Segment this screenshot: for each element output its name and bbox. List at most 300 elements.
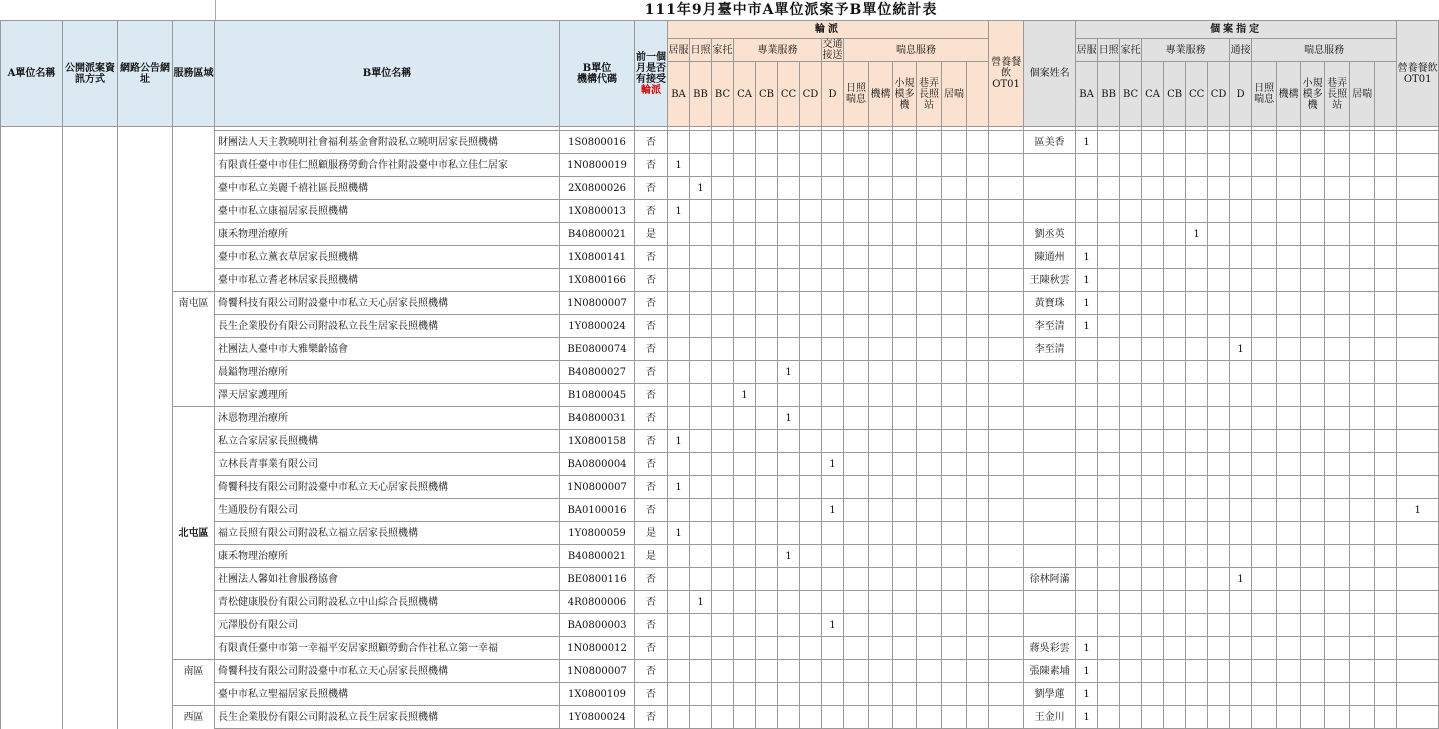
cell-rot-r3 — [917, 476, 942, 499]
cell-accept: 否 — [635, 499, 668, 522]
cell-case-ca — [1142, 660, 1164, 683]
cell-rot-cd — [800, 292, 822, 315]
cell-rot-ca — [734, 660, 756, 683]
cell-rot-ba — [668, 407, 690, 430]
table-row[interactable] — [1, 131, 1439, 154]
cell-rot-r3 — [917, 361, 942, 384]
cell-case-r4 — [1350, 660, 1375, 683]
cell-case-d — [1230, 384, 1252, 407]
table-row[interactable] — [1, 568, 1439, 591]
cell-rot-d — [822, 522, 844, 545]
cell-case-ba — [1076, 223, 1098, 246]
cell-rot-ca — [734, 453, 756, 476]
cell-rot-d — [822, 223, 844, 246]
cell-rot-bc — [712, 361, 734, 384]
cell-rot-bc — [712, 246, 734, 269]
cell-rot-r4 — [942, 614, 967, 637]
cell-b-unit-name: 康禾物理治療所 — [215, 223, 560, 246]
cell-rot-cc — [778, 660, 800, 683]
cell-case-bb — [1098, 200, 1120, 223]
cell-case-ca — [1142, 177, 1164, 200]
cell-rot-cd — [800, 637, 822, 660]
cell-rot-r2 — [893, 292, 917, 315]
cell-case-ba — [1076, 361, 1098, 384]
cell-nutrition — [989, 200, 1024, 223]
cell-case-ba: 1 — [1076, 315, 1098, 338]
cell-case-r1 — [1277, 177, 1301, 200]
cell-case-r1 — [1277, 522, 1301, 545]
cell-rot-ca — [734, 522, 756, 545]
cell-rot-r0 — [844, 384, 869, 407]
cell-rot-d — [822, 545, 844, 568]
cell-case-r4 — [1350, 292, 1375, 315]
cell-rot-ca — [734, 338, 756, 361]
cell-rot-bc — [712, 177, 734, 200]
cell-rot-r3 — [917, 292, 942, 315]
cell-a-unit — [1, 522, 63, 545]
cell-rot-r5 — [967, 200, 989, 223]
table-row[interactable] — [1, 269, 1439, 292]
cell-case-r4 — [1350, 223, 1375, 246]
cell-web-notice — [118, 545, 173, 568]
cell-rot-bb — [690, 568, 712, 591]
cell-area — [173, 200, 215, 223]
table-row[interactable] — [1, 407, 1439, 430]
cell-rot-bc — [712, 522, 734, 545]
cell-case-bb — [1098, 706, 1120, 729]
cell-case-name: 李至清 — [1024, 338, 1076, 361]
cell-case-name — [1024, 522, 1076, 545]
cell-case-ca — [1142, 223, 1164, 246]
cell-rot-cc — [778, 706, 800, 729]
table-row[interactable] — [1, 522, 1439, 545]
cell-rot-r2 — [893, 407, 917, 430]
cell-case-cb — [1164, 591, 1186, 614]
cell-rot-r4 — [942, 177, 967, 200]
cell-rot-ca: 1 — [734, 384, 756, 407]
cell-rot-r5 — [967, 476, 989, 499]
cell-case-cc — [1186, 637, 1208, 660]
cell-case-cd — [1208, 177, 1230, 200]
header-accept — [635, 21, 668, 127]
cell-b-unit-name: 財團法人天主教曉明社會福利基金會附設私立曉明居家長照機構 — [215, 131, 560, 154]
cell-case-ca — [1142, 430, 1164, 453]
cell-a-unit — [1, 154, 63, 177]
rot-col-respite-4: 居喘 — [942, 62, 967, 127]
cell-rot-cc — [778, 315, 800, 338]
cell-b-unit-name: 福立長照有限公司附設私立福立居家長照機構 — [215, 522, 560, 545]
cell-rot-r2 — [893, 361, 917, 384]
cell-case-ca — [1142, 683, 1164, 706]
cell-public-method — [63, 499, 118, 522]
table-row[interactable] — [1, 476, 1439, 499]
cell-case-ba — [1076, 591, 1098, 614]
case-col-d: D — [1230, 62, 1252, 127]
cell-case-name — [1024, 384, 1076, 407]
cell-area — [173, 499, 215, 522]
cell-case-ba — [1076, 338, 1098, 361]
cell-rot-cc — [778, 246, 800, 269]
cell-rot-r5 — [967, 315, 989, 338]
cell-rot-ca — [734, 177, 756, 200]
cell-rot-bc — [712, 637, 734, 660]
cell-case-r5 — [1375, 706, 1397, 729]
cell-rot-ba — [668, 269, 690, 292]
cell-rot-cd — [800, 223, 822, 246]
table-row[interactable] — [1, 177, 1439, 200]
cell-case-cc — [1186, 683, 1208, 706]
cell-rot-bb — [690, 384, 712, 407]
cell-web-notice — [118, 246, 173, 269]
cell-rot-r0 — [844, 154, 869, 177]
cell-case-ba — [1076, 453, 1098, 476]
cell-case-cc — [1186, 131, 1208, 154]
cell-rot-cd — [800, 591, 822, 614]
cell-rot-r3 — [917, 177, 942, 200]
cell-a-unit — [1, 660, 63, 683]
cell-case-ba — [1076, 384, 1098, 407]
cell-case-cb — [1164, 315, 1186, 338]
header-nutrition-text: 營養餐飲OT01 — [991, 57, 1022, 90]
table-row[interactable] — [1, 338, 1439, 361]
cell-b-unit-code: BE0800074 — [560, 338, 635, 361]
cell-case-bb — [1098, 246, 1120, 269]
cell-rot-cb — [756, 545, 778, 568]
cell-case-r0 — [1252, 522, 1277, 545]
rot-col-cb: CB — [756, 62, 778, 127]
cell-case-r2 — [1301, 476, 1325, 499]
cell-case-ba: 1 — [1076, 660, 1098, 683]
cell-web-notice — [118, 614, 173, 637]
table-row[interactable] — [1, 384, 1439, 407]
cell-rot-cd — [800, 545, 822, 568]
cell-rot-r0 — [844, 591, 869, 614]
cell-case-name — [1024, 154, 1076, 177]
table-row[interactable] — [1, 154, 1439, 177]
cell-rot-r3 — [917, 545, 942, 568]
cell-rot-bc — [712, 706, 734, 729]
header-accept-rotation: 輪派 — [641, 84, 661, 96]
cell-public-method — [63, 683, 118, 706]
cell-case-bc — [1120, 131, 1142, 154]
cell-rot-r1 — [869, 453, 893, 476]
table-row[interactable] — [1, 499, 1439, 522]
cell-case-r3 — [1325, 361, 1350, 384]
cell-b-unit-code: 1X0800158 — [560, 430, 635, 453]
cell-case-bb — [1098, 522, 1120, 545]
cell-case-cd — [1208, 499, 1230, 522]
cell-case-bc — [1120, 315, 1142, 338]
cell-rot-r5 — [967, 223, 989, 246]
table-row[interactable] — [1, 591, 1439, 614]
cell-web-notice — [118, 706, 173, 729]
cell-case-r5 — [1375, 361, 1397, 384]
cell-case-cb — [1164, 637, 1186, 660]
cell-rot-cc: 1 — [778, 361, 800, 384]
cell-rot-r1 — [869, 384, 893, 407]
table-row[interactable] — [1, 315, 1439, 338]
cell-case-r2 — [1301, 614, 1325, 637]
table-row[interactable] — [1, 246, 1439, 269]
cell-case-r2 — [1301, 706, 1325, 729]
cell-nutrition-case — [1397, 637, 1439, 660]
cell-rot-d — [822, 568, 844, 591]
cell-case-d — [1230, 361, 1252, 384]
cell-area — [173, 223, 215, 246]
cell-a-unit — [1, 131, 63, 154]
cell-public-method — [63, 637, 118, 660]
table-row[interactable] — [1, 545, 1439, 568]
cell-rot-bc — [712, 591, 734, 614]
cell-rot-bb — [690, 430, 712, 453]
cell-rot-d — [822, 384, 844, 407]
cell-rot-bc — [712, 292, 734, 315]
cell-rot-r1 — [869, 568, 893, 591]
cell-rot-r5 — [967, 154, 989, 177]
cell-case-r2 — [1301, 154, 1325, 177]
cell-rot-cc — [778, 637, 800, 660]
cell-rot-r3 — [917, 269, 942, 292]
cell-case-d — [1230, 706, 1252, 729]
cell-accept: 否 — [635, 476, 668, 499]
cell-nutrition-case — [1397, 154, 1439, 177]
cell-rot-ba — [668, 131, 690, 154]
cell-nutrition-case — [1397, 407, 1439, 430]
cell-case-r5 — [1375, 338, 1397, 361]
cell-case-bc — [1120, 614, 1142, 637]
cell-case-bb — [1098, 223, 1120, 246]
cell-case-name: 陳通州 — [1024, 246, 1076, 269]
cell-nutrition — [989, 637, 1024, 660]
table-row[interactable] — [1, 706, 1439, 729]
cell-case-cc — [1186, 660, 1208, 683]
cell-rot-cd — [800, 384, 822, 407]
case-col-respite-extra — [1375, 62, 1397, 127]
cell-case-cd — [1208, 131, 1230, 154]
cell-rot-r0 — [844, 200, 869, 223]
cell-b-unit-code: 1N0800019 — [560, 154, 635, 177]
cell-rot-bb — [690, 545, 712, 568]
cell-rot-cc — [778, 338, 800, 361]
cell-b-unit-code: BE0800116 — [560, 568, 635, 591]
cell-case-r2 — [1301, 361, 1325, 384]
cell-rot-r2 — [893, 154, 917, 177]
cell-rot-ca — [734, 499, 756, 522]
cell-a-unit — [1, 614, 63, 637]
header-service-area: 服務區域 — [173, 21, 215, 127]
cell-accept: 否 — [635, 338, 668, 361]
cell-case-ba — [1076, 499, 1098, 522]
cell-case-r4 — [1350, 361, 1375, 384]
cell-a-unit — [1, 545, 63, 568]
cell-rot-ca — [734, 361, 756, 384]
cell-case-bc — [1120, 177, 1142, 200]
table-row[interactable] — [1, 361, 1439, 384]
cell-rot-r4 — [942, 545, 967, 568]
table-row[interactable] — [1, 683, 1439, 706]
cell-case-cd — [1208, 660, 1230, 683]
cell-web-notice — [118, 637, 173, 660]
cell-case-bc — [1120, 522, 1142, 545]
cell-case-r2 — [1301, 315, 1325, 338]
cell-rot-ca — [734, 614, 756, 637]
cell-web-notice — [118, 154, 173, 177]
cell-case-bc — [1120, 683, 1142, 706]
cell-case-cd — [1208, 522, 1230, 545]
cell-rot-r2 — [893, 637, 917, 660]
cell-case-cd — [1208, 246, 1230, 269]
cell-nutrition-case — [1397, 131, 1439, 154]
cell-b-unit-name: 社團法人馨如社會服務協會 — [215, 568, 560, 591]
table-row[interactable] — [1, 453, 1439, 476]
cell-case-ba — [1076, 545, 1098, 568]
table-row[interactable] — [1, 637, 1439, 660]
cell-rot-r4 — [942, 269, 967, 292]
cell-case-bb — [1098, 545, 1120, 568]
cell-case-cd — [1208, 269, 1230, 292]
cell-web-notice — [118, 407, 173, 430]
table-row[interactable] — [1, 223, 1439, 246]
statistics-table — [0, 20, 1439, 729]
cell-nutrition-case: 1 — [1397, 499, 1439, 522]
table-row[interactable] — [1, 660, 1439, 683]
cell-rot-d — [822, 476, 844, 499]
cell-case-r4 — [1350, 453, 1375, 476]
cell-rot-r0 — [844, 545, 869, 568]
cell-rot-r2 — [893, 200, 917, 223]
cell-case-r5 — [1375, 637, 1397, 660]
cell-rot-d — [822, 177, 844, 200]
cell-case-cd — [1208, 200, 1230, 223]
case-col-respite-4: 居喘 — [1350, 62, 1375, 127]
cell-b-unit-name: 有限責任臺中市佳仁照顧服務勞動合作社附設臺中市私立佳仁居家 — [215, 154, 560, 177]
cell-rot-cd — [800, 131, 822, 154]
cell-rot-r2 — [893, 683, 917, 706]
cell-nutrition-case — [1397, 177, 1439, 200]
cell-case-r4 — [1350, 430, 1375, 453]
cell-rot-ba: 1 — [668, 476, 690, 499]
cell-case-r4 — [1350, 177, 1375, 200]
cell-case-ca — [1142, 200, 1164, 223]
cell-case-r3 — [1325, 637, 1350, 660]
cell-rot-r1 — [869, 154, 893, 177]
cell-case-bb — [1098, 683, 1120, 706]
cell-public-method — [63, 522, 118, 545]
cell-rot-r3 — [917, 453, 942, 476]
cell-rot-d — [822, 407, 844, 430]
cell-rot-d: 1 — [822, 614, 844, 637]
cell-case-cb — [1164, 269, 1186, 292]
table-row[interactable] — [1, 200, 1439, 223]
cell-case-r5 — [1375, 453, 1397, 476]
cell-rot-cd — [800, 407, 822, 430]
cell-rot-cd — [800, 246, 822, 269]
cell-case-r5 — [1375, 476, 1397, 499]
cell-case-cb — [1164, 292, 1186, 315]
cell-rot-bc — [712, 407, 734, 430]
cell-web-notice — [118, 269, 173, 292]
cell-b-unit-code: B10800045 — [560, 384, 635, 407]
cell-accept: 否 — [635, 637, 668, 660]
cell-b-unit-code: 1X0800166 — [560, 269, 635, 292]
cell-case-r4 — [1350, 407, 1375, 430]
case-col-respite-2: 小規模多機 — [1301, 62, 1325, 127]
rot-col-respite-3: 巷弄長照站 — [917, 62, 942, 127]
cell-rot-r1 — [869, 660, 893, 683]
cell-case-r3 — [1325, 706, 1350, 729]
cell-public-method — [63, 453, 118, 476]
cell-case-cc — [1186, 476, 1208, 499]
cell-case-r3 — [1325, 384, 1350, 407]
cell-case-r0 — [1252, 453, 1277, 476]
case-col-respite-0: 日照喘息 — [1252, 62, 1277, 127]
cell-rot-cc — [778, 223, 800, 246]
cell-b-unit-name: 社團法人臺中市大雅樂齡協會 — [215, 338, 560, 361]
cell-rot-bc — [712, 614, 734, 637]
cell-case-r0 — [1252, 591, 1277, 614]
cell-rot-ba — [668, 177, 690, 200]
cell-rot-cd — [800, 154, 822, 177]
cell-b-unit-name: 臺中市私立聖福居家長照機構 — [215, 683, 560, 706]
cell-nutrition — [989, 131, 1024, 154]
cell-rot-cd — [800, 568, 822, 591]
cell-case-ca — [1142, 568, 1164, 591]
cell-case-name — [1024, 453, 1076, 476]
cell-case-r3 — [1325, 453, 1350, 476]
cell-accept: 否 — [635, 568, 668, 591]
cell-case-r2 — [1301, 430, 1325, 453]
cell-rot-bb — [690, 315, 712, 338]
cell-rot-r3 — [917, 660, 942, 683]
cell-nutrition — [989, 269, 1024, 292]
cell-rot-ca — [734, 683, 756, 706]
cell-rot-r3 — [917, 246, 942, 269]
cell-accept: 否 — [635, 407, 668, 430]
cell-rot-r1 — [869, 499, 893, 522]
cell-case-name: 劉學蓮 — [1024, 683, 1076, 706]
cell-case-cc — [1186, 430, 1208, 453]
rot-col-respite-2: 小規模多機 — [893, 62, 917, 127]
cell-rot-cc — [778, 499, 800, 522]
cell-case-cc — [1186, 522, 1208, 545]
cell-case-bb — [1098, 614, 1120, 637]
table-row[interactable] — [1, 292, 1439, 315]
cell-rot-ca — [734, 637, 756, 660]
cell-nutrition-case — [1397, 223, 1439, 246]
cell-case-cc — [1186, 292, 1208, 315]
cell-case-r5 — [1375, 568, 1397, 591]
cell-case-d — [1230, 223, 1252, 246]
cell-nutrition-case — [1397, 614, 1439, 637]
cell-case-name — [1024, 407, 1076, 430]
cell-rot-r0 — [844, 407, 869, 430]
cell-case-cc — [1186, 154, 1208, 177]
cell-rot-cb — [756, 361, 778, 384]
table-row[interactable] — [1, 614, 1439, 637]
cell-b-unit-code: 1X0800141 — [560, 246, 635, 269]
header-family-care-case: 家托 — [1120, 39, 1142, 62]
cell-case-bb — [1098, 637, 1120, 660]
cell-rot-r0 — [844, 131, 869, 154]
table-row[interactable] — [1, 430, 1439, 453]
cell-case-bb — [1098, 177, 1120, 200]
cell-public-method — [63, 246, 118, 269]
cell-rot-r4 — [942, 660, 967, 683]
cell-case-cc — [1186, 338, 1208, 361]
cell-rot-bb — [690, 154, 712, 177]
cell-rot-bb — [690, 223, 712, 246]
cell-rot-cc: 1 — [778, 545, 800, 568]
